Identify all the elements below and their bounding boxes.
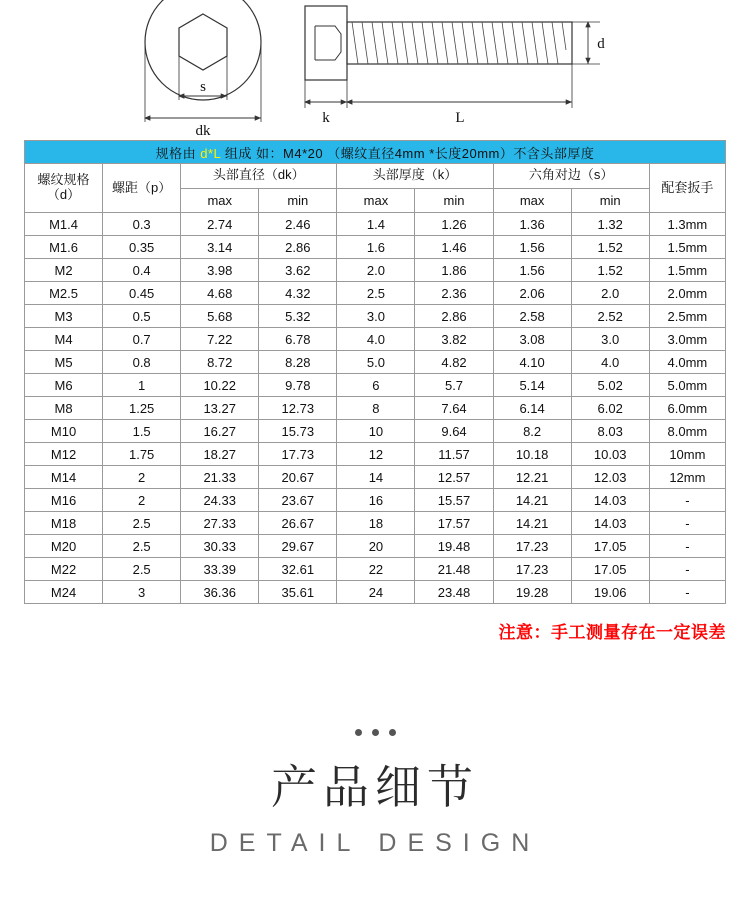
header-s-min: min [571,188,649,213]
cell-k-max: 24 [337,581,415,604]
screw-dimension-diagram [0,0,750,140]
cell-k-max: 14 [337,466,415,489]
dot-3 [389,729,396,736]
measurement-note: 注意：手工测量存在一定误差 [498,623,726,642]
cell-k-max: 4.0 [337,328,415,351]
cell-k-max: 20 [337,535,415,558]
cell-pitch: 3 [103,581,181,604]
table-row [25,236,726,259]
cell-dk-min: 20.67 [259,466,337,489]
cell-s-min: 1.52 [571,259,649,282]
table-row [25,282,726,305]
cell-dk-max: 18.27 [181,443,259,466]
cell-pitch: 1.25 [103,397,181,420]
cell-k-max: 8 [337,397,415,420]
cell-k-min: 4.82 [415,351,493,374]
cell-dk-max: 30.33 [181,535,259,558]
cell-s-max: 17.23 [493,535,571,558]
cell-s-max: 12.21 [493,466,571,489]
cell-k-max: 6 [337,374,415,397]
cell-wrench: - [649,489,725,512]
cell-thread: M1.4 [25,213,103,236]
cell-wrench: 6.0mm [649,397,725,420]
cell-thread: M24 [25,581,103,604]
cell-pitch: 0.7 [103,328,181,351]
cell-pitch: 1.75 [103,443,181,466]
cell-k-min: 5.7 [415,374,493,397]
cell-dk-max: 10.22 [181,374,259,397]
cell-dk-min: 23.67 [259,489,337,512]
cell-pitch: 1.5 [103,420,181,443]
header-head-thickness: 头部厚度（k） [337,164,493,189]
banner-highlight: d*L [200,145,221,161]
cell-pitch: 1 [103,374,181,397]
cell-s-max: 17.23 [493,558,571,581]
label-L: L [455,110,465,126]
dot-separator [0,729,750,736]
cell-s-max: 6.14 [493,397,571,420]
cell-wrench: 5.0mm [649,374,725,397]
cell-pitch: 0.45 [103,282,181,305]
cell-wrench: 8.0mm [649,420,725,443]
cell-pitch: 0.4 [103,259,181,282]
cell-thread: M18 [25,512,103,535]
cell-s-max: 8.2 [493,420,571,443]
table-row [25,535,726,558]
cell-wrench: - [649,535,725,558]
spec-table-wrapper [24,140,726,604]
cell-pitch: 0.5 [103,305,181,328]
header-k-min: min [415,188,493,213]
cell-thread: M14 [25,466,103,489]
table-row [25,581,726,604]
cell-dk-min: 2.86 [259,236,337,259]
cell-k-max: 2.5 [337,282,415,305]
label-s: s [200,79,206,95]
header-thread-spec [25,164,103,213]
cell-s-min: 14.03 [571,489,649,512]
header-head-diameter: 头部直径（dk） [181,164,337,189]
hex-socket-top-view [179,14,227,70]
table-row [25,558,726,581]
table-row [25,443,726,466]
table-row [25,466,726,489]
cell-dk-min: 29.67 [259,535,337,558]
cell-k-max: 3.0 [337,305,415,328]
cell-k-min: 7.64 [415,397,493,420]
cell-pitch: 2.5 [103,512,181,535]
cell-s-min: 12.03 [571,466,649,489]
cell-wrench: - [649,558,725,581]
cell-s-min: 17.05 [571,535,649,558]
cell-dk-min: 4.32 [259,282,337,305]
cell-dk-max: 36.36 [181,581,259,604]
label-dk: dk [195,123,211,139]
cell-thread: M16 [25,489,103,512]
cell-dk-max: 5.68 [181,305,259,328]
cell-k-max: 1.6 [337,236,415,259]
cell-wrench: 1.5mm [649,259,725,282]
cell-dk-min: 3.62 [259,259,337,282]
cell-thread: M3 [25,305,103,328]
cell-s-max: 4.10 [493,351,571,374]
cell-s-min: 1.32 [571,213,649,236]
screw-shank [347,22,572,64]
cell-dk-min: 17.73 [259,443,337,466]
cell-k-max: 1.4 [337,213,415,236]
cell-s-min: 1.52 [571,236,649,259]
cell-s-max: 2.06 [493,282,571,305]
dot-2 [372,729,379,736]
cell-s-max: 14.21 [493,489,571,512]
cell-pitch: 2 [103,489,181,512]
cell-s-max: 3.08 [493,328,571,351]
label-k: k [322,110,330,126]
cell-dk-min: 15.73 [259,420,337,443]
cell-s-min: 2.0 [571,282,649,305]
cell-dk-max: 21.33 [181,466,259,489]
cell-s-min: 10.03 [571,443,649,466]
cell-s-max: 14.21 [493,512,571,535]
cell-dk-max: 8.72 [181,351,259,374]
cell-k-max: 12 [337,443,415,466]
cell-k-min: 2.36 [415,282,493,305]
cell-dk-max: 24.33 [181,489,259,512]
cell-wrench: - [649,512,725,535]
cell-pitch: 2.5 [103,535,181,558]
cell-thread: M22 [25,558,103,581]
cell-thread: M2.5 [25,282,103,305]
cell-pitch: 0.35 [103,236,181,259]
cell-s-min: 8.03 [571,420,649,443]
header-thread-line1: 螺纹规格 [37,172,90,188]
table-header-row-1 [25,164,726,189]
cell-s-min: 4.0 [571,351,649,374]
cell-thread: M10 [25,420,103,443]
cell-s-min: 5.02 [571,374,649,397]
cell-s-max: 1.56 [493,236,571,259]
dot-1 [355,729,362,736]
cell-s-min: 6.02 [571,397,649,420]
cell-wrench: 3.0mm [649,328,725,351]
cell-dk-max: 27.33 [181,512,259,535]
cell-k-max: 22 [337,558,415,581]
cell-dk-min: 32.61 [259,558,337,581]
cell-wrench: 1.5mm [649,236,725,259]
cell-thread: M6 [25,374,103,397]
section-title-en: DETAIL DESIGN [209,828,541,857]
cell-pitch: 2.5 [103,558,181,581]
header-dk-max: max [181,188,259,213]
label-d: d [597,36,605,52]
table-row [25,328,726,351]
table-row [25,259,726,282]
cell-wrench: 2.0mm [649,282,725,305]
cell-s-min: 2.52 [571,305,649,328]
cell-dk-min: 35.61 [259,581,337,604]
banner-prefix: 规格由 [155,145,201,161]
cell-k-min: 19.48 [415,535,493,558]
cell-k-min: 2.86 [415,305,493,328]
table-banner-cell [25,141,726,164]
banner-suffix: 组成 如：M4*20 （螺纹直径4mm *长度20mm）不含头部厚度 [220,145,595,161]
cell-pitch: 0.8 [103,351,181,374]
cell-k-min: 23.48 [415,581,493,604]
cell-thread: M4 [25,328,103,351]
cell-dk-max: 3.14 [181,236,259,259]
cell-s-max: 10.18 [493,443,571,466]
cell-pitch: 2 [103,466,181,489]
header-thread-line2: （d） [46,187,81,202]
spec-table [24,140,726,604]
table-banner-row [25,141,726,164]
cell-s-max: 5.14 [493,374,571,397]
cell-k-max: 5.0 [337,351,415,374]
header-pitch: 螺距（p） [103,164,181,213]
cell-s-max: 1.36 [493,213,571,236]
cell-s-min: 17.05 [571,558,649,581]
cell-k-min: 15.57 [415,489,493,512]
cell-thread: M12 [25,443,103,466]
cell-s-min: 3.0 [571,328,649,351]
detail-section [0,729,750,858]
cell-pitch: 0.3 [103,213,181,236]
cell-wrench: 2.5mm [649,305,725,328]
cell-s-min: 19.06 [571,581,649,604]
cell-dk-max: 3.98 [181,259,259,282]
cell-dk-min: 2.46 [259,213,337,236]
cell-k-min: 21.48 [415,558,493,581]
cell-k-max: 18 [337,512,415,535]
cell-thread: M5 [25,351,103,374]
cell-k-max: 16 [337,489,415,512]
section-title-cn: 产品细节 [271,761,479,813]
cell-thread: M20 [25,535,103,558]
cell-k-min: 12.57 [415,466,493,489]
table-row [25,305,726,328]
cell-wrench: - [649,581,725,604]
cell-k-min: 9.64 [415,420,493,443]
header-k-max: max [337,188,415,213]
cell-k-max: 10 [337,420,415,443]
header-s-max: max [493,188,571,213]
cell-k-min: 1.26 [415,213,493,236]
cell-s-max: 1.56 [493,259,571,282]
header-hex-across-flats: 六角对边（s） [493,164,649,189]
cell-dk-max: 4.68 [181,282,259,305]
cell-thread: M8 [25,397,103,420]
cell-dk-max: 2.74 [181,213,259,236]
cell-k-min: 17.57 [415,512,493,535]
cell-k-min: 1.46 [415,236,493,259]
cell-wrench: 12mm [649,466,725,489]
cell-dk-max: 16.27 [181,420,259,443]
cell-dk-max: 33.39 [181,558,259,581]
cell-k-min: 1.86 [415,259,493,282]
table-row [25,489,726,512]
cell-k-min: 11.57 [415,443,493,466]
cell-dk-min: 9.78 [259,374,337,397]
table-row [25,420,726,443]
cell-dk-min: 26.67 [259,512,337,535]
diagram-svg [0,0,750,140]
table-row [25,351,726,374]
cell-dk-min: 12.73 [259,397,337,420]
cell-s-max: 2.58 [493,305,571,328]
header-dk-min: min [259,188,337,213]
cell-wrench: 4.0mm [649,351,725,374]
header-matching-wrench: 配套扳手 [649,164,725,213]
cell-dk-min: 5.32 [259,305,337,328]
cell-s-max: 19.28 [493,581,571,604]
table-row [25,512,726,535]
cell-k-min: 3.82 [415,328,493,351]
cell-thread: M2 [25,259,103,282]
cell-thread: M1.6 [25,236,103,259]
cell-dk-max: 13.27 [181,397,259,420]
table-row [25,374,726,397]
cell-wrench: 10mm [649,443,725,466]
cell-wrench: 1.3mm [649,213,725,236]
table-row [25,213,726,236]
cell-s-min: 14.03 [571,512,649,535]
table-row [25,397,726,420]
cell-dk-min: 6.78 [259,328,337,351]
cell-k-max: 2.0 [337,259,415,282]
cell-dk-min: 8.28 [259,351,337,374]
cell-dk-max: 7.22 [181,328,259,351]
